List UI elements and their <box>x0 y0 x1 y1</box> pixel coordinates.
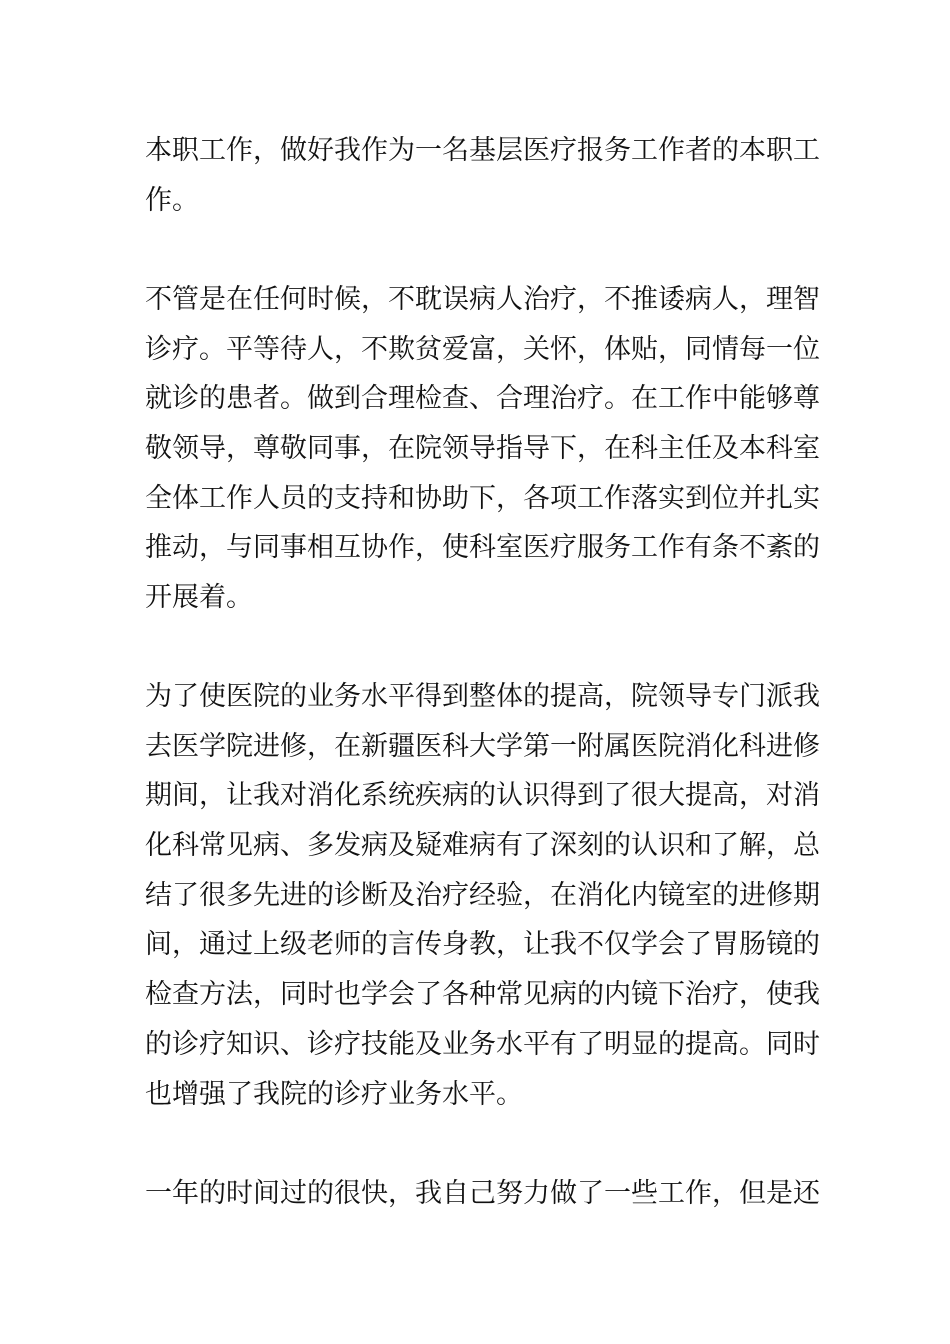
paragraph-3 <box>145 672 820 1119</box>
text-line: 的诊疗知识、诊疗技能及业务水平有了明显的提高。同时 <box>145 1028 820 1060</box>
text-line: 检查方法，同时也学会了各种常见病的内镜下治疗，使我 <box>145 979 820 1011</box>
text-line: 全体工作人员的支持和协助下，各项工作落实到位并扎实 <box>145 482 820 514</box>
text-line: 结了很多先进的诊断及治疗经验，在消化内镜室的进修期 <box>145 879 820 911</box>
text-line: 期间，让我对消化系统疾病的认识得到了很大提高，对消 <box>145 780 820 812</box>
paragraph-4 <box>145 1169 820 1219</box>
text-line: 化科常见病、多发病及疑难病有了深刻的认识和了解，总 <box>145 830 820 862</box>
text-line: 本职工作，做好我作为一名基层医疗报务工作者的本职工 <box>145 135 820 166</box>
text-line: 间，通过上级老师的言传身教，让我不仅学会了胃肠镜的 <box>145 929 820 961</box>
text-line: 开展着。 <box>145 582 253 614</box>
text-line: 作。 <box>145 184 199 216</box>
paragraph-2 <box>145 275 820 623</box>
text-line: 一年的时间过的很快，我自己努力做了一些工作，但是还 <box>145 1178 820 1209</box>
text-line: 不管是在任何时候，不耽误病人治疗，不推诿病人，理智 <box>145 284 820 315</box>
text-line: 诊疗。平等待人，不欺贫爱富，关怀，体贴，同情每一位 <box>145 333 820 365</box>
text-line: 为了使医院的业务水平得到整体的提高，院领导专门派我 <box>145 681 820 712</box>
text-line: 推动，与同事相互协作，使科室医疗服务工作有条不紊的 <box>145 532 820 564</box>
text-line: 也增强了我院的诊疗业务水平。 <box>145 1078 523 1110</box>
text-line: 敬领导，尊敬同事，在院领导指导下，在科主任及本科室 <box>145 433 820 465</box>
text-line: 就诊的患者。做到合理检查、合理治疗。在工作中能够尊 <box>145 383 820 415</box>
paragraph-1 <box>145 126 820 225</box>
text-line: 去医学院进修，在新疆医科大学第一附属医院消化科进修 <box>145 730 820 762</box>
